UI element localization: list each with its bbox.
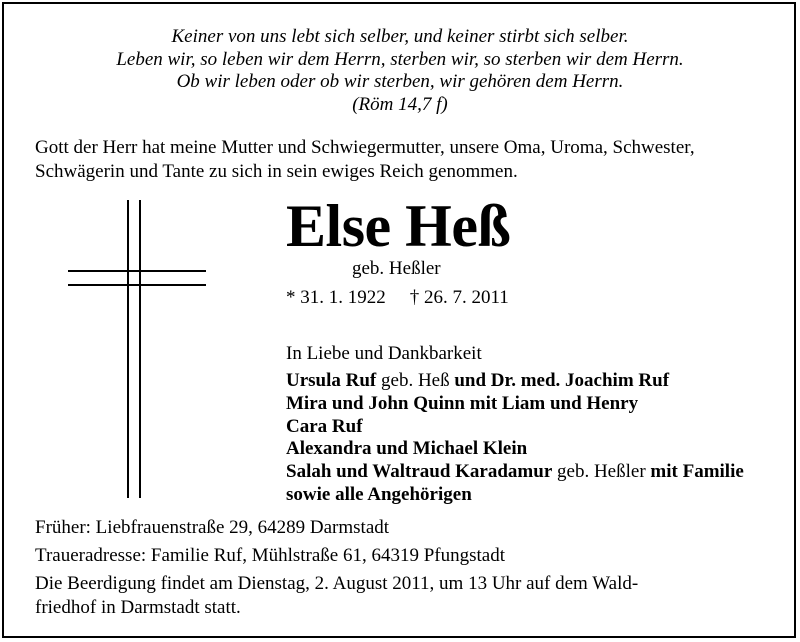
funeral-line-2: friedhof in Darmstadt statt. xyxy=(35,597,241,618)
verse-line-2: Leben wir, so leben wir dem Herrn, sterben wir, so sterben wir dem Herrn. xyxy=(116,48,684,70)
mourning-address: Traueradresse: Familie Ruf, Mühlstraße 61, 64319 Pfungstadt xyxy=(35,545,506,566)
verse-reference: (Röm 14,7 f) xyxy=(352,93,448,115)
mourner-line-6: sowie alle Angehörigen xyxy=(286,483,472,505)
verse-line-1: Keiner von uns lebt sich selber, und keiner stirbt sich selber. xyxy=(171,26,629,47)
deceased-name: Else Heß xyxy=(286,193,511,259)
mourner-line-5: Salah und Waltraud Karadamur geb. Heßler mit Familie xyxy=(286,461,744,483)
mourner-line-1: Ursula Ruf geb. Heß und Dr. med. Joachim Ruf xyxy=(286,370,670,391)
life-dates xyxy=(286,286,509,310)
mourner-line-4: Alexandra und Michael Klein xyxy=(286,438,528,460)
cross-icon xyxy=(68,200,208,500)
former-address: Früher: Liebfrauenstraße 29, 64289 Darmstadt xyxy=(35,517,390,538)
bible-verse xyxy=(0,26,800,116)
death-date: † 26. 7. 2011 xyxy=(409,287,509,308)
verse-line-3: Ob wir leben oder ob wir sterben, wir gehören dem Herrn. xyxy=(176,71,624,92)
announcement-line-2: Schwägerin und Tante zu sich in sein ewiges Reich genommen. xyxy=(35,161,518,182)
mourner-line-2: Mira und John Quinn mit Liam und Henry xyxy=(286,392,639,414)
mourners-list xyxy=(286,370,744,507)
mourner-line-3: Cara Ruf xyxy=(286,415,363,437)
footer-info xyxy=(35,516,638,620)
mourners-heading: In Liebe und Dankbarkeit xyxy=(286,343,482,364)
birth-name: geb. Heßler xyxy=(352,258,441,279)
funeral-line-1: Die Beerdigung findet am Dienstag, 2. August 2011, um 13 Uhr auf dem Wald- xyxy=(35,573,639,594)
announcement-line-1: Gott der Herr hat meine Mutter und Schwiegermutter, unsere Oma, Uroma, Schwester, xyxy=(35,137,695,158)
birth-date: * 31. 1. 1922 xyxy=(286,287,386,308)
announcement-text xyxy=(35,136,695,184)
